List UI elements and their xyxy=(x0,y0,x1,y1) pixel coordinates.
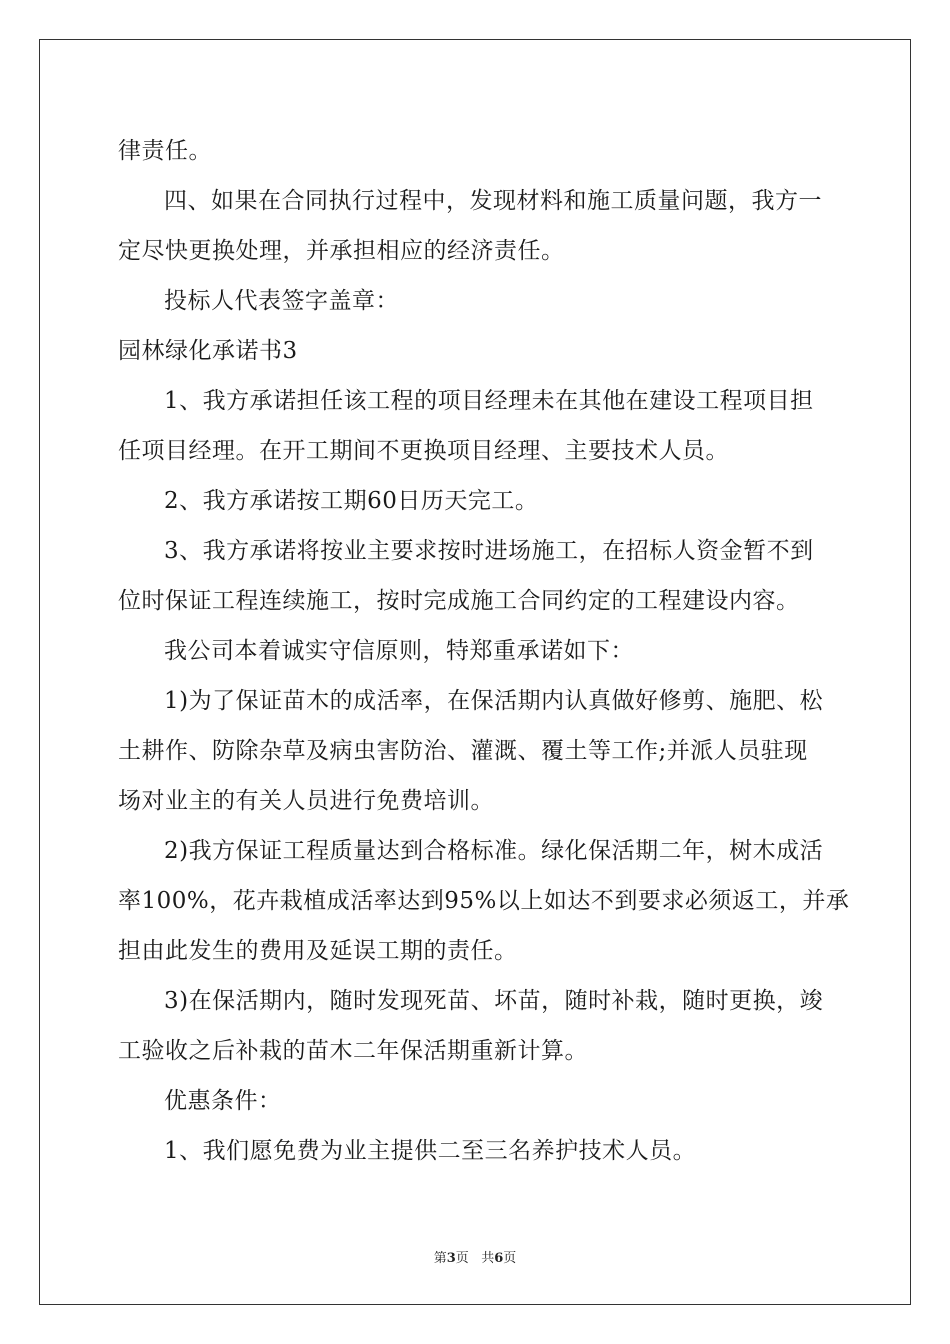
text-line: 1、我们愿免费为业主提供二至三名养护技术人员。 xyxy=(164,1138,697,1164)
text-line: 1、我方承诺担任该工程的项目经理未在其他在建设工程项目担 xyxy=(164,388,814,414)
text-line: 定尽快更换处理，并承担相应的经济责任。 xyxy=(118,238,565,264)
text-line: 律责任。 xyxy=(118,138,212,164)
text-line: 1)为了保证苗木的成活率，在保活期内认真做好修剪、施肥、松 xyxy=(164,688,824,714)
text-line: 3、我方承诺将按业主要求按时进场施工，在招标人资金暂不到 xyxy=(164,538,814,564)
text-line: 四、如果在合同执行过程中，发现材料和施工质量问题，我方一 xyxy=(164,188,822,214)
section-heading: 园林绿化承诺书3 xyxy=(118,338,298,364)
text-line: 率100%，花卉栽植成活率达到95%以上如达不到要求必须返工，并承 xyxy=(118,888,850,914)
page-footer xyxy=(0,1247,950,1266)
text-line: 工验收之后补栽的苗木二年保活期重新计算。 xyxy=(118,1038,588,1064)
signature-label: 投标人代表签字盖章： xyxy=(164,288,399,314)
document-body xyxy=(118,126,850,1176)
text-line: 土耕作、防除杂草及病虫害防治、灌溉、覆土等工作;并派人员驻现 xyxy=(118,738,808,764)
text-line: 2)我方保证工程质量达到合格标准。绿化保活期二年，树木成活 xyxy=(164,838,824,864)
text-line: 2、我方承诺按工期60日历天完工。 xyxy=(164,488,539,514)
subheading: 优惠条件： xyxy=(164,1088,282,1114)
page-number: 第3页 xyxy=(433,1251,469,1266)
text-line: 位时保证工程连续施工，按时完成施工合同约定的工程建设内容。 xyxy=(118,588,800,614)
text-line: 场对业主的有关人员进行免费培训。 xyxy=(118,788,494,814)
text-line: 任项目经理。在开工期间不更换项目经理、主要技术人员。 xyxy=(118,438,729,464)
text-line: 担由此发生的费用及延误工期的责任。 xyxy=(118,938,518,964)
text-line: 3)在保活期内，随时发现死苗、坏苗，随时补栽，随时更换，竣 xyxy=(164,988,824,1014)
total-pages: 共6页 xyxy=(481,1251,517,1266)
text-line: 我公司本着诚实守信原则，特郑重承诺如下： xyxy=(164,638,634,664)
